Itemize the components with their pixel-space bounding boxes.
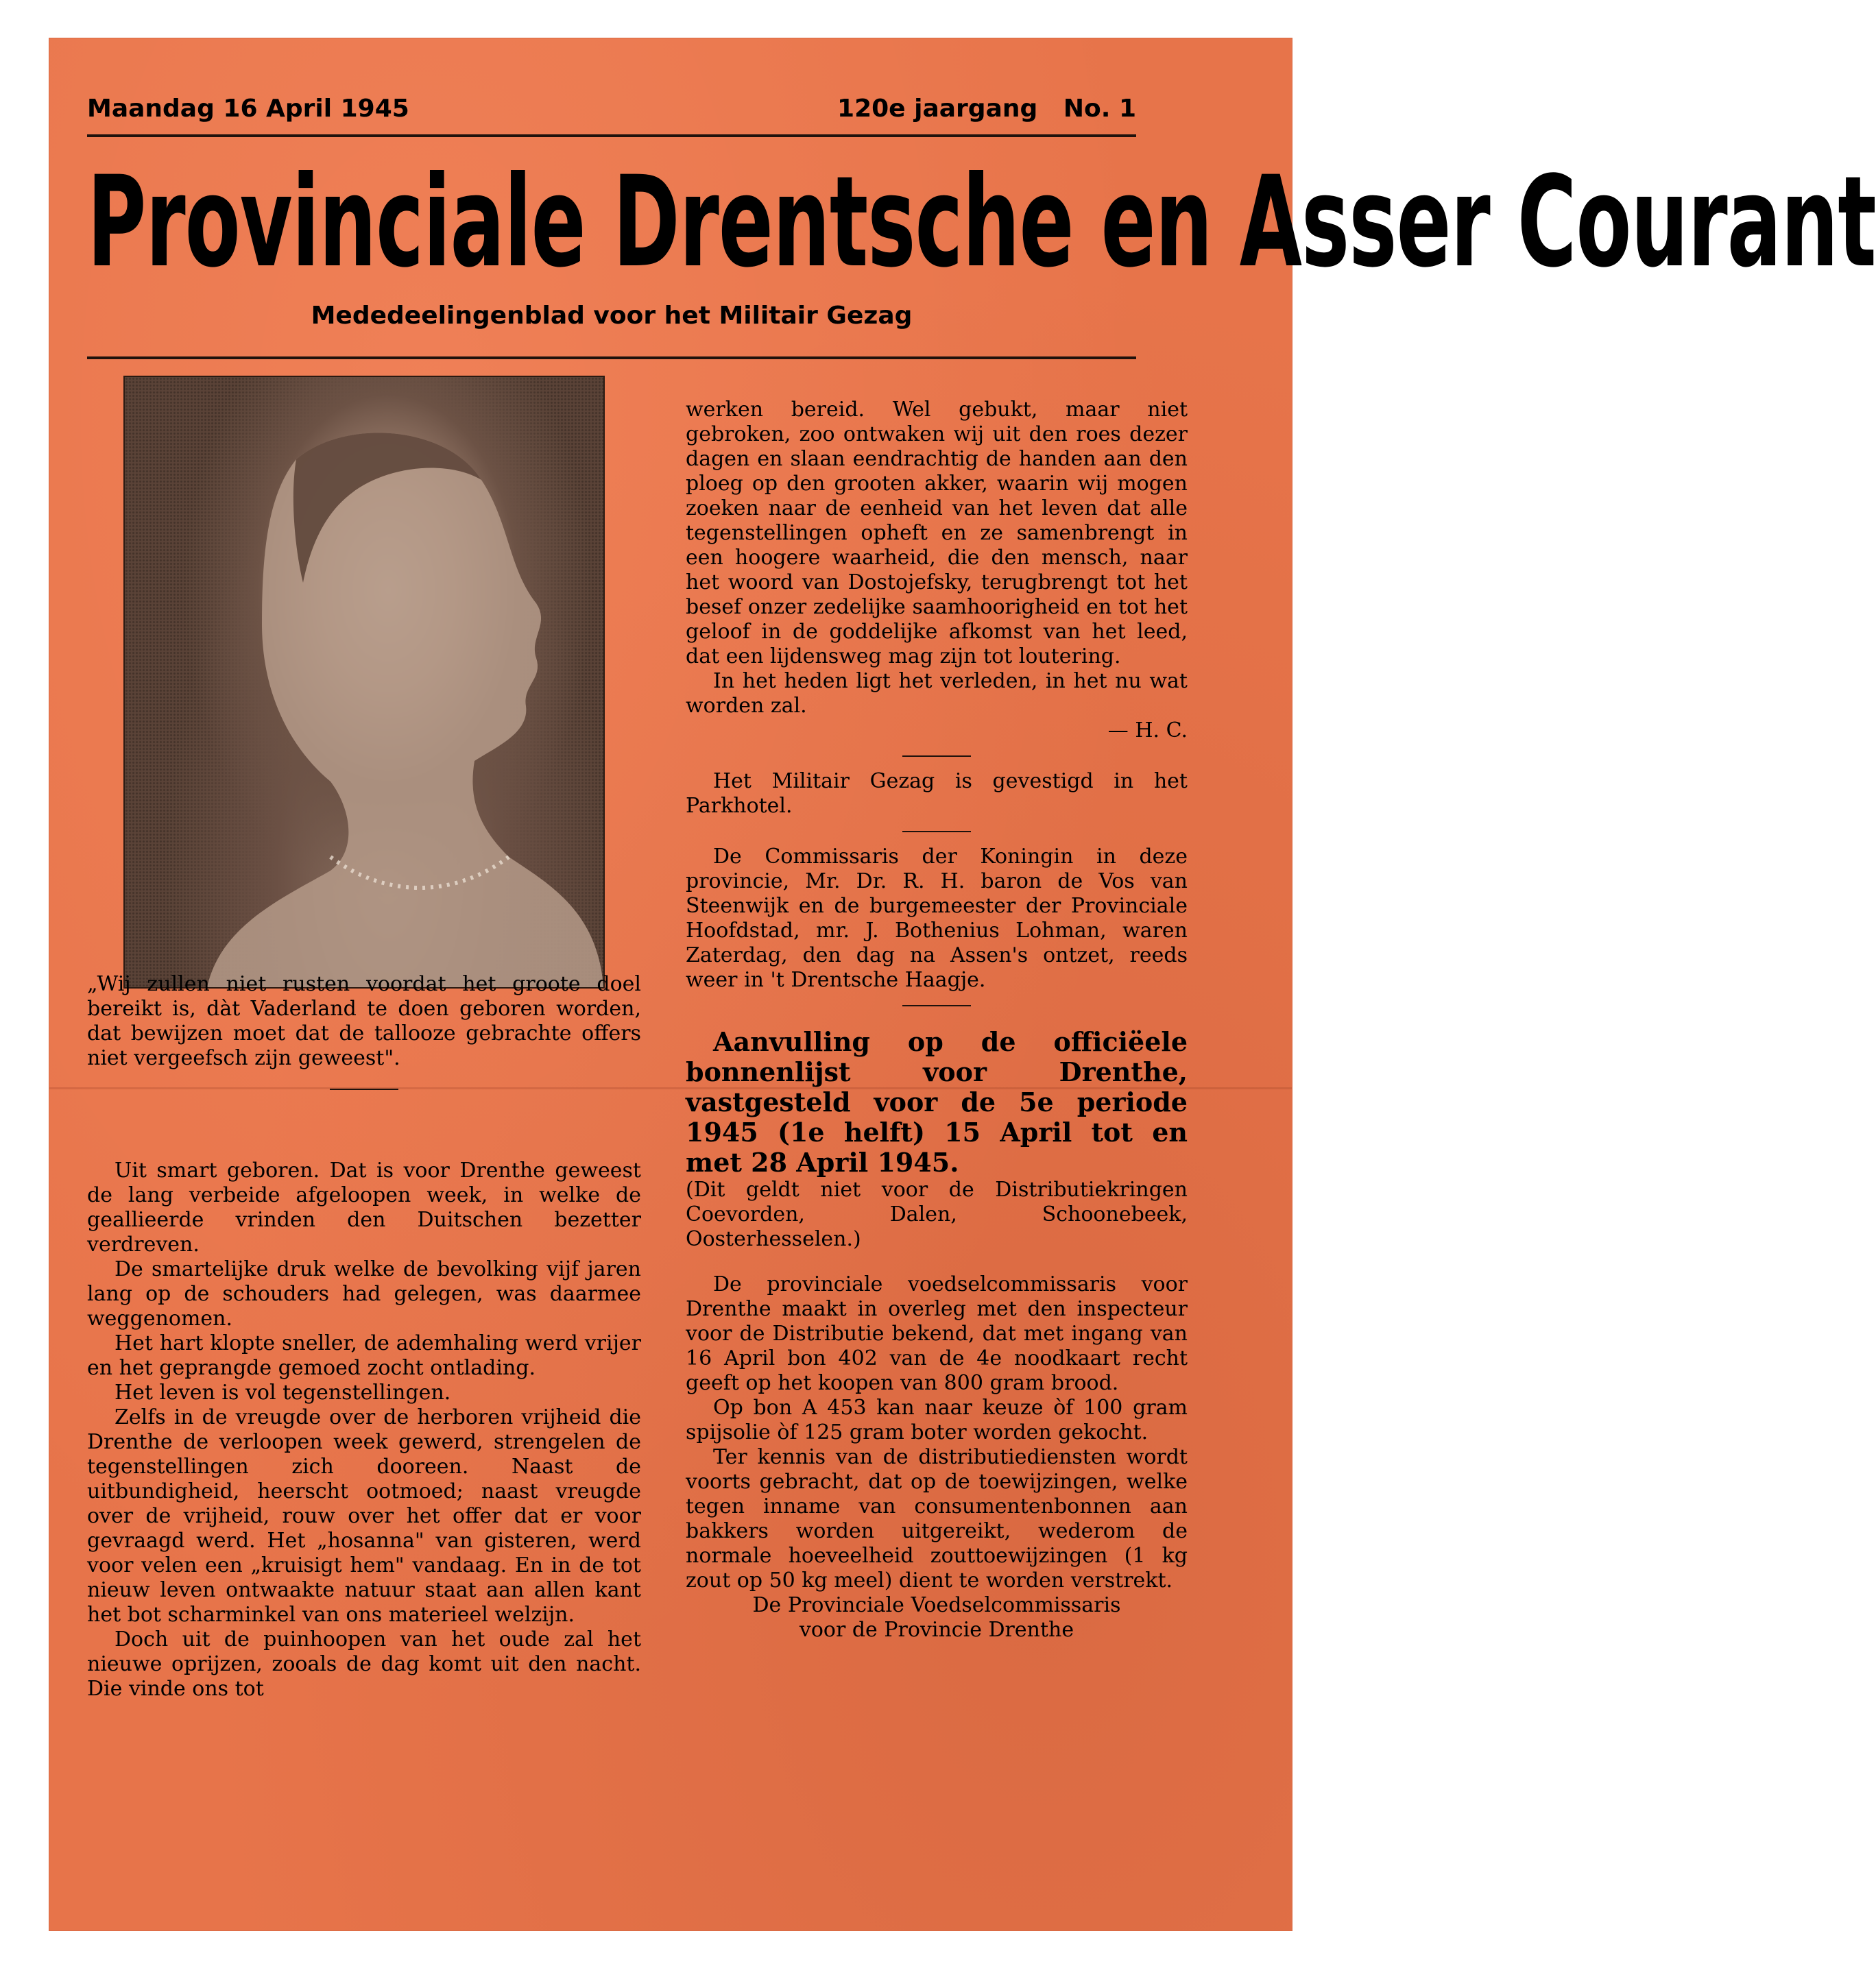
- rationing-note: (Dit geldt niet voor de Distributiekringen Coevorden, Dalen, Schoonebeek, Oosterhesselen.): [686, 1178, 1188, 1251]
- article-author: — H. C.: [1107, 718, 1188, 742]
- separator: [902, 1005, 971, 1006]
- portrait-silhouette-icon: [125, 377, 603, 987]
- rationing-heading: Aanvulling op de officiëele bonnenlijst voor Drenthe, vastgesteld voor de 5e periode 1945 (1e helft) 15 April tot en met 28 April 1945.: [686, 1026, 1188, 1178]
- rationing-paragraph: De provinciale voedselcommissaris voor Drenthe maakt in overleg met den inspecteur voor de Distributie bekend, dat met ingang van 16 April bon 402 van de 4e noodkaart recht geeft op het koopen van 800 gram brood.: [686, 1272, 1188, 1395]
- article-paragraph: Uit smart geboren. Dat is voor Drenthe geweest de lang verbeide afgeloopen week, in welke de geallieerde vrinden den Duitschen bezetter verdreven.: [87, 1159, 641, 1257]
- rationing-paragraph: Op bon A 453 kan naar keuze òf 100 gram spijsolie òf 125 gram boter worden gekocht.: [686, 1396, 1188, 1444]
- article-paragraph: Het hart klopte sneller, de ademhaling werd vrijer en het geprangde gemoed zocht ontlading.: [87, 1331, 641, 1380]
- article-closing: In het heden ligt het verleden, in het nu wat worden zal.: [686, 669, 1188, 718]
- article-continuation: werken bereid. Wel gebukt, maar niet gebroken, zoo ontwaken wij uit den roes dezer dagen en slaan eendrachtig de handen aan den ploeg op den grooten akker, waarin wij mogen zoeken naar de eenheid van het leven dat alle tegenstellingen opheft en ze samenbrengt in een hoogere waarheid, die den mensch, naar het woord van Dostojefsky, terugbrengt tot het besef onzer zedelijke saamhoorigheid en tot het geloof in de goddelijke afkomst van het leed, dat een lijdensweg mag zijn tot loutering.: [686, 398, 1188, 668]
- newspaper-subtitle: Mededeelingenblad voor het Militair Gezag: [311, 302, 913, 330]
- issue-volume: 120e jaargang No. 1: [837, 95, 1136, 123]
- article-paragraph: Het leven is vol tegenstellingen.: [115, 1381, 451, 1405]
- portrait-photo-icon: [123, 376, 605, 989]
- issue-date: Maandag 16 April 1945: [87, 95, 409, 123]
- signature-province: voor de Provincie Drenthe: [799, 1618, 1074, 1642]
- article-paragraph: De smartelijke druk welke de bevolking vijf jaren lang op de schouders had gelegen, was daarmee weggenomen.: [87, 1257, 641, 1331]
- separator: [330, 1089, 398, 1090]
- article-paragraph: Zelfs in de vreugde over de herboren vrijheid die Drenthe de verloopen week gewerd, strengelen de tegenstellingen zich dooreen. Naast de uitbundigheid, heerscht ootmoed; naast vreugde over de vrijheid, rouw over het offer dat er voor gevraagd werd. Het „hosanna" van gisteren, werd voor velen een „kruisigt hem" vandaag. En in de tot nieuw leven ontwaakte natuur staat aan allen kant het bot scharminkel van ons materieel welzijn.: [87, 1405, 641, 1627]
- masthead-rule-bottom: [87, 356, 1136, 359]
- separator: [902, 755, 971, 757]
- rationing-paragraph: Ter kennis van de distributiediensten wordt voorts gebracht, dat op de toewijzingen, welke tegen inname van consumentenbonnen aan bakkers worden uitgereikt, wederom de normale hoeveelheid zouttoewijzingen (1 kg zout op 50 kg meel) dient te worden verstrekt.: [686, 1445, 1188, 1592]
- masthead-rule-top: [87, 134, 1136, 137]
- photo-caption: [87, 972, 641, 1108]
- signature-title: De Provinciale Voedselcommissaris: [752, 1593, 1121, 1617]
- notice-commissioner: De Commissaris der Koningin in deze provincie, Mr. Dr. R. H. baron de Vos van Steenwijk en de burgemeester der Provinciale Hoofdstad, mr. J. Bothenius Lohman, waren Zaterdag, den dag na Assen's ontzet, reeds weer in 't Drentsche Haagje.: [686, 845, 1188, 992]
- left-column: [87, 1159, 641, 1701]
- newspaper-title: Provinciale Drentsche en Asser Courant: [87, 148, 1876, 295]
- masthead-top-line: [87, 89, 1136, 130]
- caption-text: „Wij zullen niet rusten voordat het groote doel bereikt is, dàt Vaderland te doen geboren worden, dat bewijzen moet dat de tallooze gebrachte offers niet vergeefsch zijn geweest".: [87, 972, 641, 1070]
- article-paragraph: Doch uit de puinhoopen van het oude zal het nieuwe oprijzen, zooals de dag komt uit den nacht. Die vinde ons tot: [87, 1627, 641, 1701]
- article-author-line: [686, 718, 1188, 743]
- separator: [902, 831, 971, 832]
- notice-headquarters: Het Militair Gezag is gevestigd in het Parkhotel.: [686, 769, 1188, 818]
- right-column: [686, 398, 1188, 1643]
